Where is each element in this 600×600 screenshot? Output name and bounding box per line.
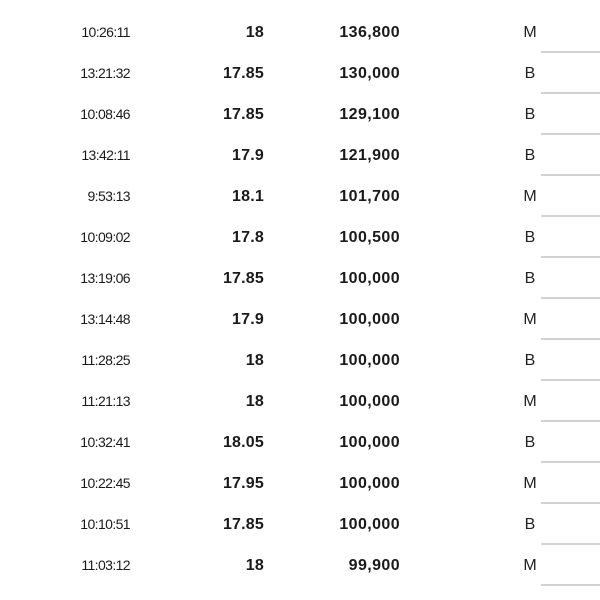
trade-time: 11:21:13	[81, 393, 130, 409]
trade-volume: 99,900	[348, 557, 400, 574]
trade-volume: 129,100	[339, 106, 400, 123]
trade-price: 18.1	[232, 188, 264, 205]
trade-price: 18	[245, 24, 264, 41]
trade-side: B	[524, 270, 536, 287]
trade-price: 17.8	[232, 229, 264, 246]
trade-side: B	[524, 352, 536, 369]
row-divider	[541, 420, 600, 422]
table-row[interactable]	[0, 12, 600, 53]
trade-price: 17.95	[222, 475, 264, 492]
row-divider	[541, 338, 600, 340]
trade-time: 13:21:32	[80, 65, 130, 81]
row-divider	[541, 584, 600, 586]
trade-side: B	[524, 229, 536, 246]
trade-volume: 100,000	[339, 516, 400, 533]
table-row[interactable]	[0, 135, 600, 176]
row-divider	[541, 215, 600, 217]
trade-price: 17.85	[222, 65, 264, 82]
trade-side: B	[524, 434, 536, 451]
row-divider	[541, 379, 600, 381]
table-row[interactable]	[0, 340, 600, 381]
trade-side: M	[523, 393, 537, 410]
trade-price: 17.9	[232, 147, 264, 164]
trade-volume: 100,000	[339, 393, 400, 410]
trade-price: 17.85	[222, 106, 264, 123]
trade-volume: 100,000	[339, 270, 400, 287]
row-divider	[541, 92, 600, 94]
trade-side: M	[523, 311, 537, 328]
trade-time: 11:03:12	[81, 557, 130, 573]
trade-time: 13:19:06	[80, 270, 130, 286]
trade-price: 17.9	[232, 311, 264, 328]
table-row[interactable]	[0, 463, 600, 504]
trade-side: M	[523, 557, 537, 574]
trade-price: 17.85	[222, 270, 264, 287]
row-divider	[541, 297, 600, 299]
trade-side: B	[524, 106, 536, 123]
trade-volume: 100,000	[339, 311, 400, 328]
table-row[interactable]	[0, 94, 600, 135]
trade-time: 10:26:11	[81, 24, 130, 40]
trade-volume: 136,800	[339, 24, 400, 41]
trade-volume: 121,900	[339, 147, 400, 164]
trade-side: B	[524, 65, 536, 82]
trade-side: M	[523, 188, 537, 205]
trade-time: 10:08:46	[80, 106, 130, 122]
table-row[interactable]	[0, 422, 600, 463]
trade-volume: 100,000	[339, 475, 400, 492]
table-row[interactable]	[0, 504, 600, 545]
trade-volume: 100,000	[339, 434, 400, 451]
trade-volume: 101,700	[339, 188, 400, 205]
row-divider	[541, 51, 600, 53]
trade-time: 10:22:45	[80, 475, 130, 491]
trade-price: 18	[245, 352, 264, 369]
table-row[interactable]	[0, 258, 600, 299]
trade-time: 13:42:11	[81, 147, 130, 163]
table-row[interactable]	[0, 176, 600, 217]
trade-volume: 100,500	[339, 229, 400, 246]
table-row[interactable]	[0, 545, 600, 586]
table-row[interactable]	[0, 53, 600, 94]
trade-time: 11:28:25	[81, 352, 130, 368]
trade-price: 18	[245, 393, 264, 410]
table-row[interactable]	[0, 299, 600, 340]
trade-price: 17.85	[222, 516, 264, 533]
trade-time: 10:10:51	[80, 516, 130, 532]
table-row[interactable]	[0, 381, 600, 422]
row-divider	[541, 174, 600, 176]
row-divider	[541, 256, 600, 258]
trade-time: 10:32:41	[80, 434, 130, 450]
row-divider	[541, 133, 600, 135]
trade-time: 13:14:48	[80, 311, 130, 327]
trade-side: B	[524, 516, 536, 533]
row-divider	[541, 461, 600, 463]
trade-price: 18	[245, 557, 264, 574]
trade-side: M	[523, 475, 537, 492]
row-divider	[541, 502, 600, 504]
trade-price: 18.05	[222, 434, 264, 451]
trade-time: 10:09:02	[80, 229, 130, 245]
table-row[interactable]	[0, 217, 600, 258]
trade-side: B	[524, 147, 536, 164]
trade-side: M	[523, 24, 537, 41]
row-divider	[541, 543, 600, 545]
trade-volume: 130,000	[339, 65, 400, 82]
trade-volume: 100,000	[339, 352, 400, 369]
trade-time: 9:53:13	[87, 188, 130, 204]
